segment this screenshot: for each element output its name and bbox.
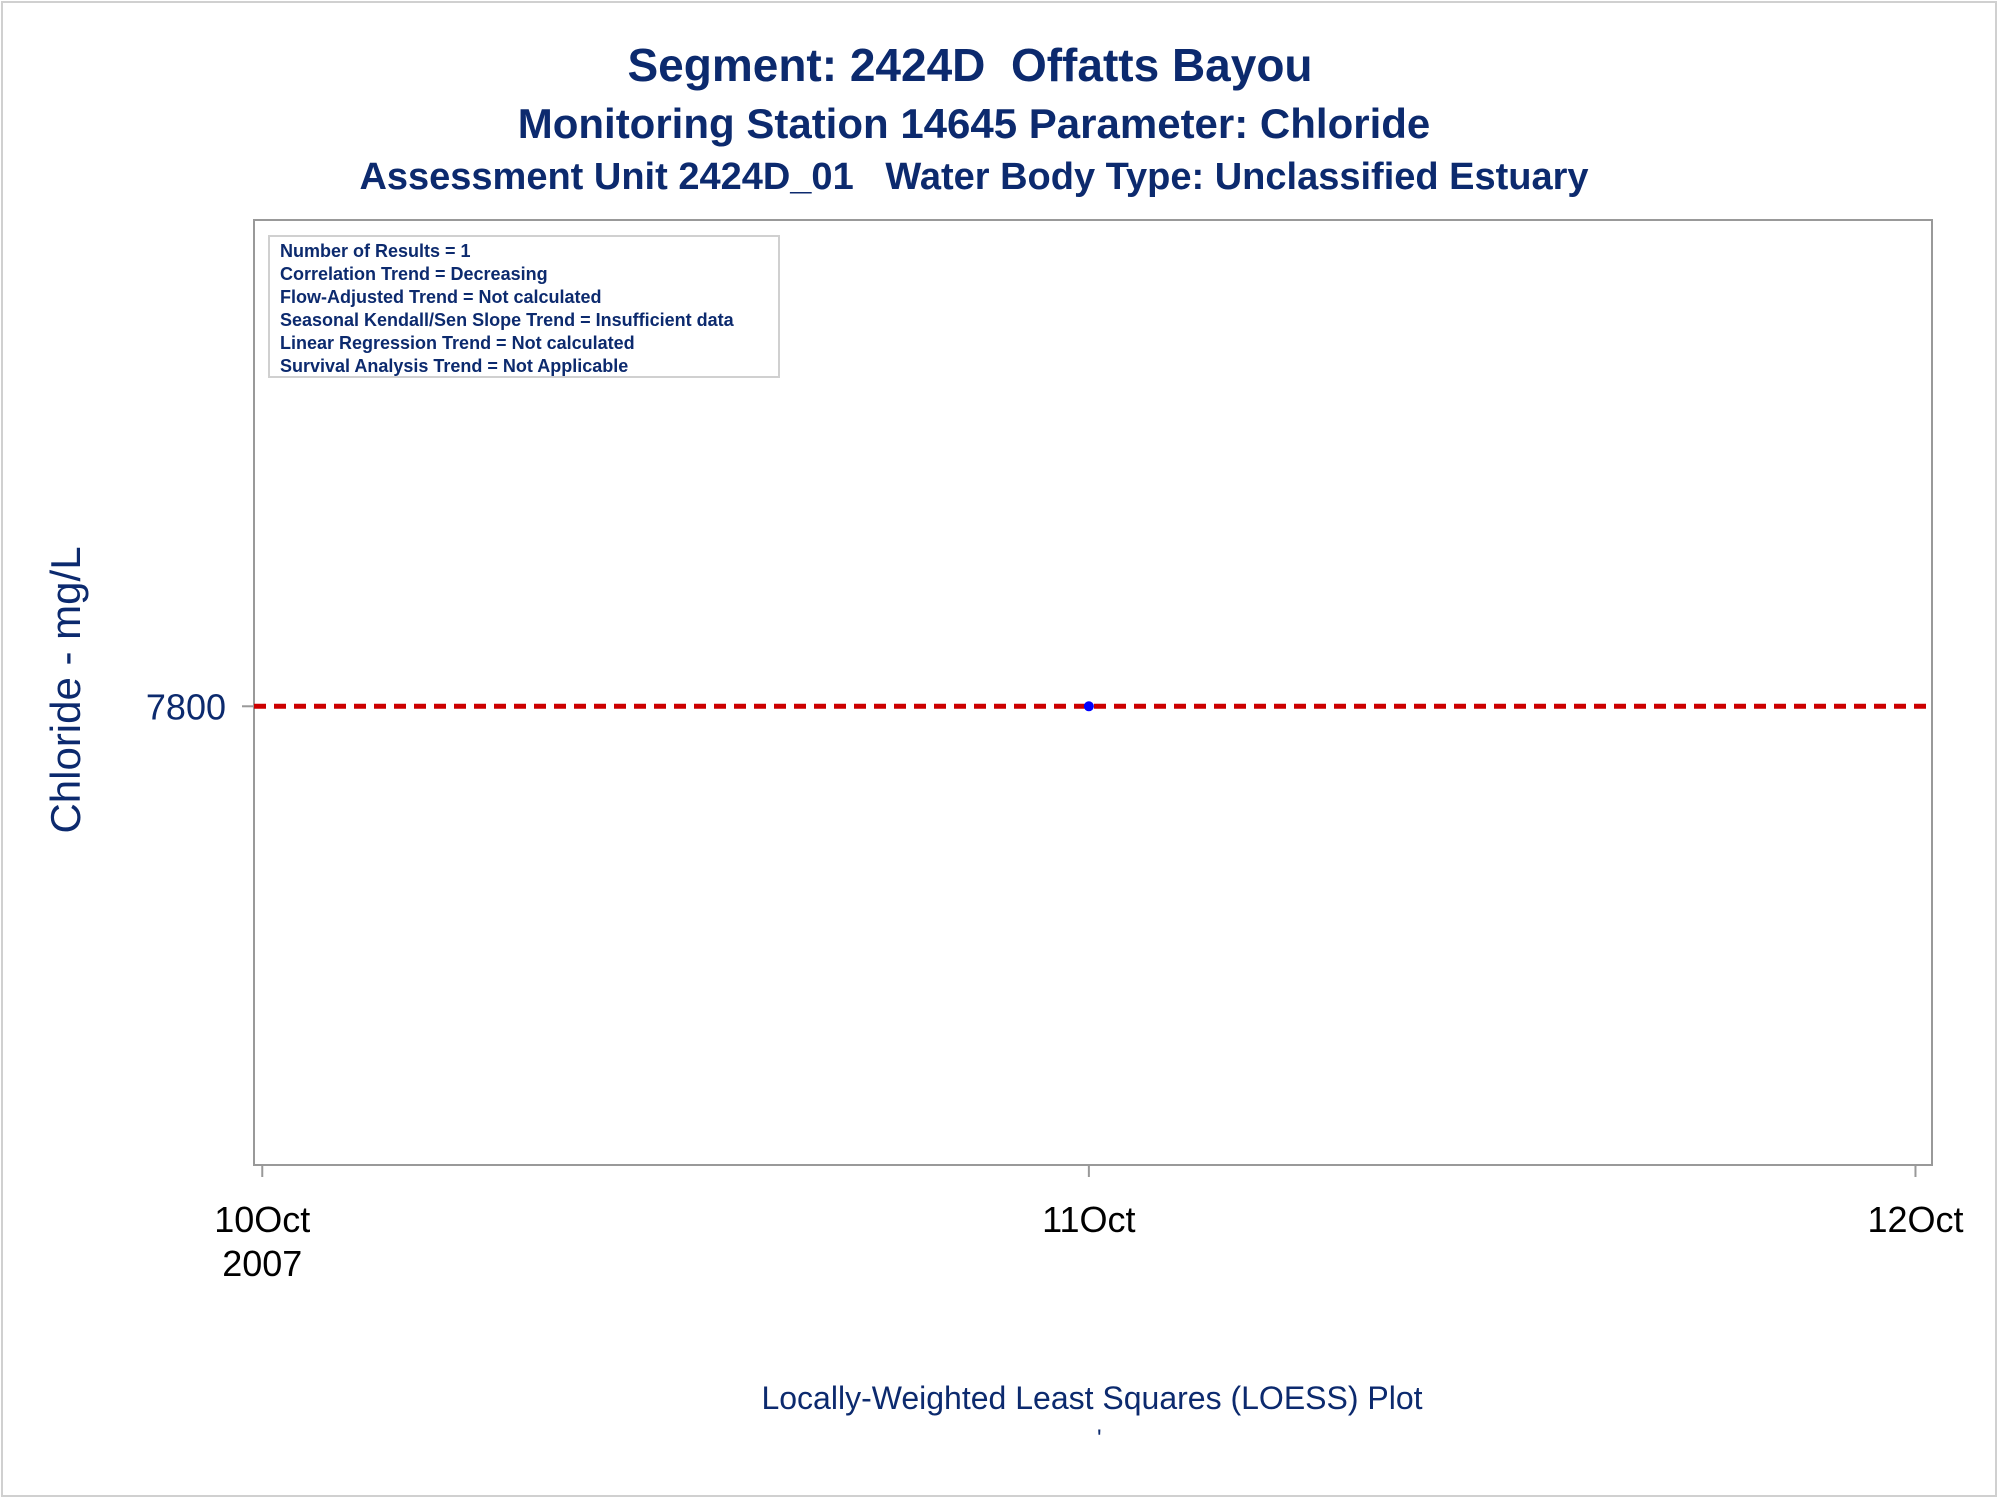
y-tick-label: 7800 — [145, 686, 226, 728]
plot-type-footnote: Locally-Weighted Least Squares (LOESS) Plot — [761, 1380, 1423, 1416]
legend-flow-adjusted-trend: Flow-Adjusted Trend = Not calculated — [280, 287, 602, 307]
data-point — [1084, 701, 1094, 711]
footnote-mark: ' — [1097, 1425, 1102, 1452]
x-tick-label: 11Oct — [1042, 1199, 1136, 1240]
x-tick-year-label: 2007 — [222, 1243, 303, 1284]
chart-title: Segment: 2424D Offatts Bayou — [627, 39, 1313, 91]
y-axis-label: Chloride - mg/L — [42, 546, 89, 834]
legend-results-count: Number of Results = 1 — [280, 241, 471, 261]
x-tick-label: 12Oct — [1867, 1199, 1964, 1240]
chart-subtitle-station: Monitoring Station 14645 Parameter: Chloride — [517, 100, 1431, 147]
legend-survival-analysis-trend: Survival Analysis Trend = Not Applicable — [280, 356, 629, 376]
chart-subtitle-assessment: Assessment Unit 2424D_01 Water Body Type: Unclassified Estuary — [359, 156, 1589, 198]
x-axis-ticks — [214, 1165, 1963, 1284]
y-axis-ticks — [146, 686, 254, 727]
trend-summary-box — [268, 235, 780, 378]
x-tick-label: 10Oct — [214, 1199, 311, 1240]
legend-correlation-trend: Correlation Trend = Decreasing — [280, 264, 548, 284]
legend-seasonal-kendall-trend: Seasonal Kendall/Sen Slope Trend = Insufficient data — [280, 310, 734, 330]
data-points — [1084, 701, 1094, 711]
legend-linear-regression-trend: Linear Regression Trend = Not calculated — [280, 333, 635, 353]
